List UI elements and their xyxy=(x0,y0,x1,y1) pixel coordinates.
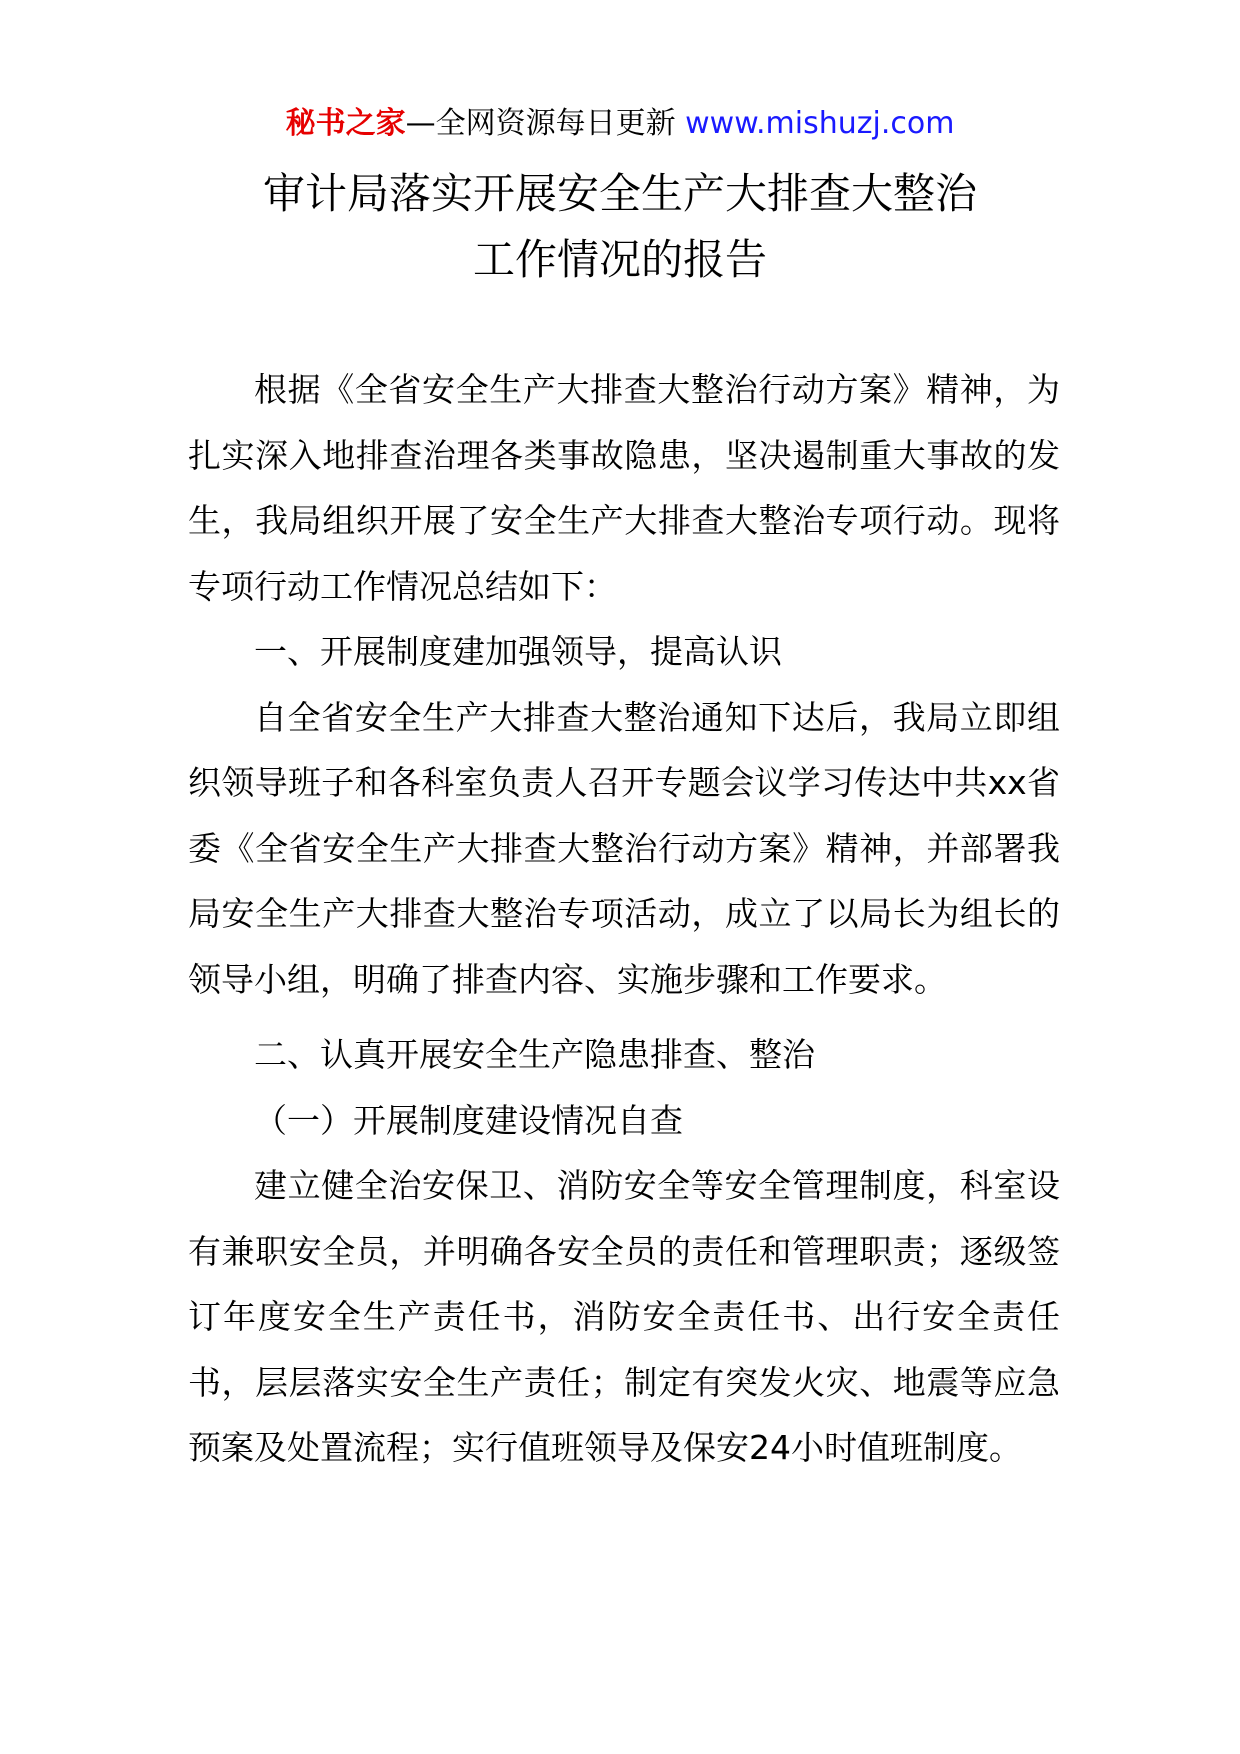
section-1-heading: 一、开展制度建加强领导，提高认识 xyxy=(254,632,782,671)
document-title-line-2: 工作情况的报告 xyxy=(472,235,767,284)
site-header xyxy=(0,104,1240,144)
subsection-1-heading: （一）开展制度建设情况自查 xyxy=(254,1100,683,1140)
section-1-paragraph: 自全省安全生产大排查大整治通知下达后，我局立即组织领导班子和各科室负责人召开专题会议学习传达中共xx省委《全省安全生产大排查大整治行动方案》精神，并部署我局安全生产大排查大整治专项活动，成立了以局长为组长的领导小组，明确了排查内容、实施步骤和工作要求。 xyxy=(188,697,1060,999)
intro-paragraph: 根据《全省安全生产大排查大整治行动方案》精神，为扎实深入地排查治理各类事故隐患，坚决遏制重大事故的发生，我局组织开展了安全生产大排查大整治专项行动。现将专项行动工作情况总结如下： xyxy=(188,370,1060,606)
site-tagline: —全网资源每日更新 xyxy=(405,106,686,141)
site-brand: 秘书之家 xyxy=(285,106,406,141)
site-url-link[interactable]: www.mishuzj.com xyxy=(685,106,955,141)
subsection-1-paragraph: 建立健全治安保卫、消防安全等安全管理制度，科室设有兼职安全员，并明确各安全员的责任和管理职责；逐级签订年度安全生产责任书，消防安全责任书、出行安全责任书，层层落实安全生产责任；制定有突发火灾、地震等应急预案及处置流程；实行值班领导及保安24小时值班制度。 xyxy=(188,1166,1060,1467)
section-2-heading: 二、认真开展安全生产隐患排查、整治 xyxy=(254,1035,815,1074)
document-body xyxy=(188,357,1060,1481)
document-title-line-1: 审计局落实开展安全生产大排查大整治 xyxy=(262,169,977,218)
